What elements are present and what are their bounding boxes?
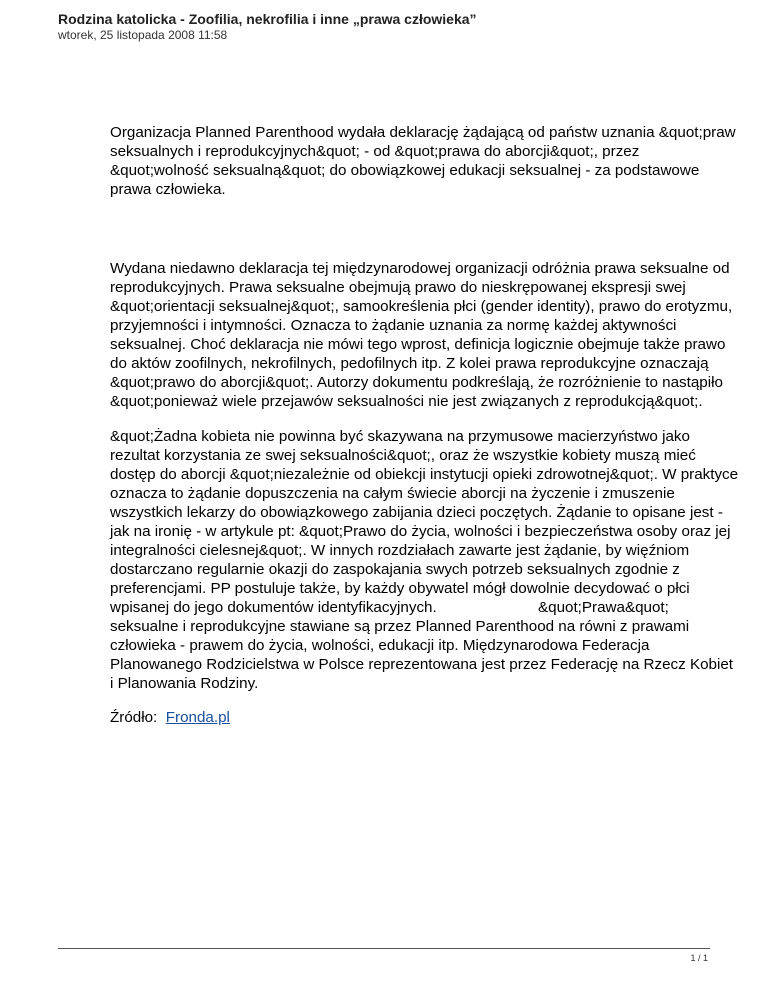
article-paragraph-3: &quot;Żadna kobieta nie powinna być skazywana na przymusowe macierzyństwo jako rezultat korzystania ze swej seksualności&quot;, oraz że wszystkie kobiety muszą mieć dostęp do aborcji &quot;niezależnie od obiekcji instytucji opieki zdrowotnej&quot;. W praktyce oznacza to żądanie dopuszczenia na całym świecie aborcji na życzenie i zmuszenie wszystkich lekarzy do obowiązkowego zabijania dzieci poczętych. Żądanie to opisane jest - jak na ironię - w artykule pt: &quot;Prawo do życia, wolności i bezpieczeństwa osoby oraz jej integralności cielesnej&quot;. W innych rozdziałach zawarte jest żądanie, by więźniom dostarczano regularnie okazji do zaspokajania swych potrzeb seksualnych zgodnie z preferencjami. PP postuluje także, by każdy obywatel mógł dowolnie decydować o płci wpisanej do jego dokumentów identyfikacyjnych. &quot;Prawa&quot; seksualne i reprodukcyjne stawiane są przez Planned Parenthood na równi z prawami człowieka - prawem do życia, wolności, edukacji itp. Międzynarodowa Federacja Planowanego Rodzicielstwa w Polsce reprezentowana jest przez Federację na Rzecz Kobiet i Planowania Rodziny. xyxy=(110,428,743,692)
document-header xyxy=(58,10,718,43)
page-number: 1 / 1 xyxy=(690,953,708,963)
source-link[interactable]: Fronda.pl xyxy=(165,709,230,726)
article-paragraph-1: Organizacja Planned Parenthood wydała deklarację żądającą od państw uznania &quot;praw seksualnych i reprodukcyjnych&quot; - od &quot;prawa do aborcji&quot;, przez &quot;wolność seksualną&quot; do obowiązkowej edukacji seksualnej - za podstawowe prawa człowieka. xyxy=(110,124,736,198)
publication-date: wtorek, 25 listopada 2008 11:58 xyxy=(58,28,228,42)
article-paragraph-2: Wydana niedawno deklaracja tej międzynarodowej organizacji odróżnia prawa seksualne od reprodukcyjnych. Prawa seksualne obejmują prawo do nieskrępowanej ekspresji swej &quot;orientacji seksualnej&quot;, samookreślenia płci (gender identity), prawo do erotyzmu, przyjemności i intymności. Oznacza to żądanie uznania za normę każdej aktywności seksualnej. Choć deklaracja nie mówi tego wprost, definicja logicznie obejmuje także prawo do aktów zoofilnych, nekrofilnych, pedofilnych itp. Z kolei prawa reprodukcyjne oznaczają &quot;prawo do aborcji&quot;. Autorzy dokumentu podkreślają, że rozróżnienie to nastąpiło &quot;ponieważ wiele przejawów seksualności nie jest związanych z reprodukcją&quot;. xyxy=(110,260,733,410)
source-line xyxy=(110,708,740,727)
document-title: Rodzina katolicka - Zoofilia, nekrofilia i inne „prawa człowieka” xyxy=(58,11,477,27)
footer-divider xyxy=(58,948,710,949)
source-label: Źródło: xyxy=(110,709,162,726)
